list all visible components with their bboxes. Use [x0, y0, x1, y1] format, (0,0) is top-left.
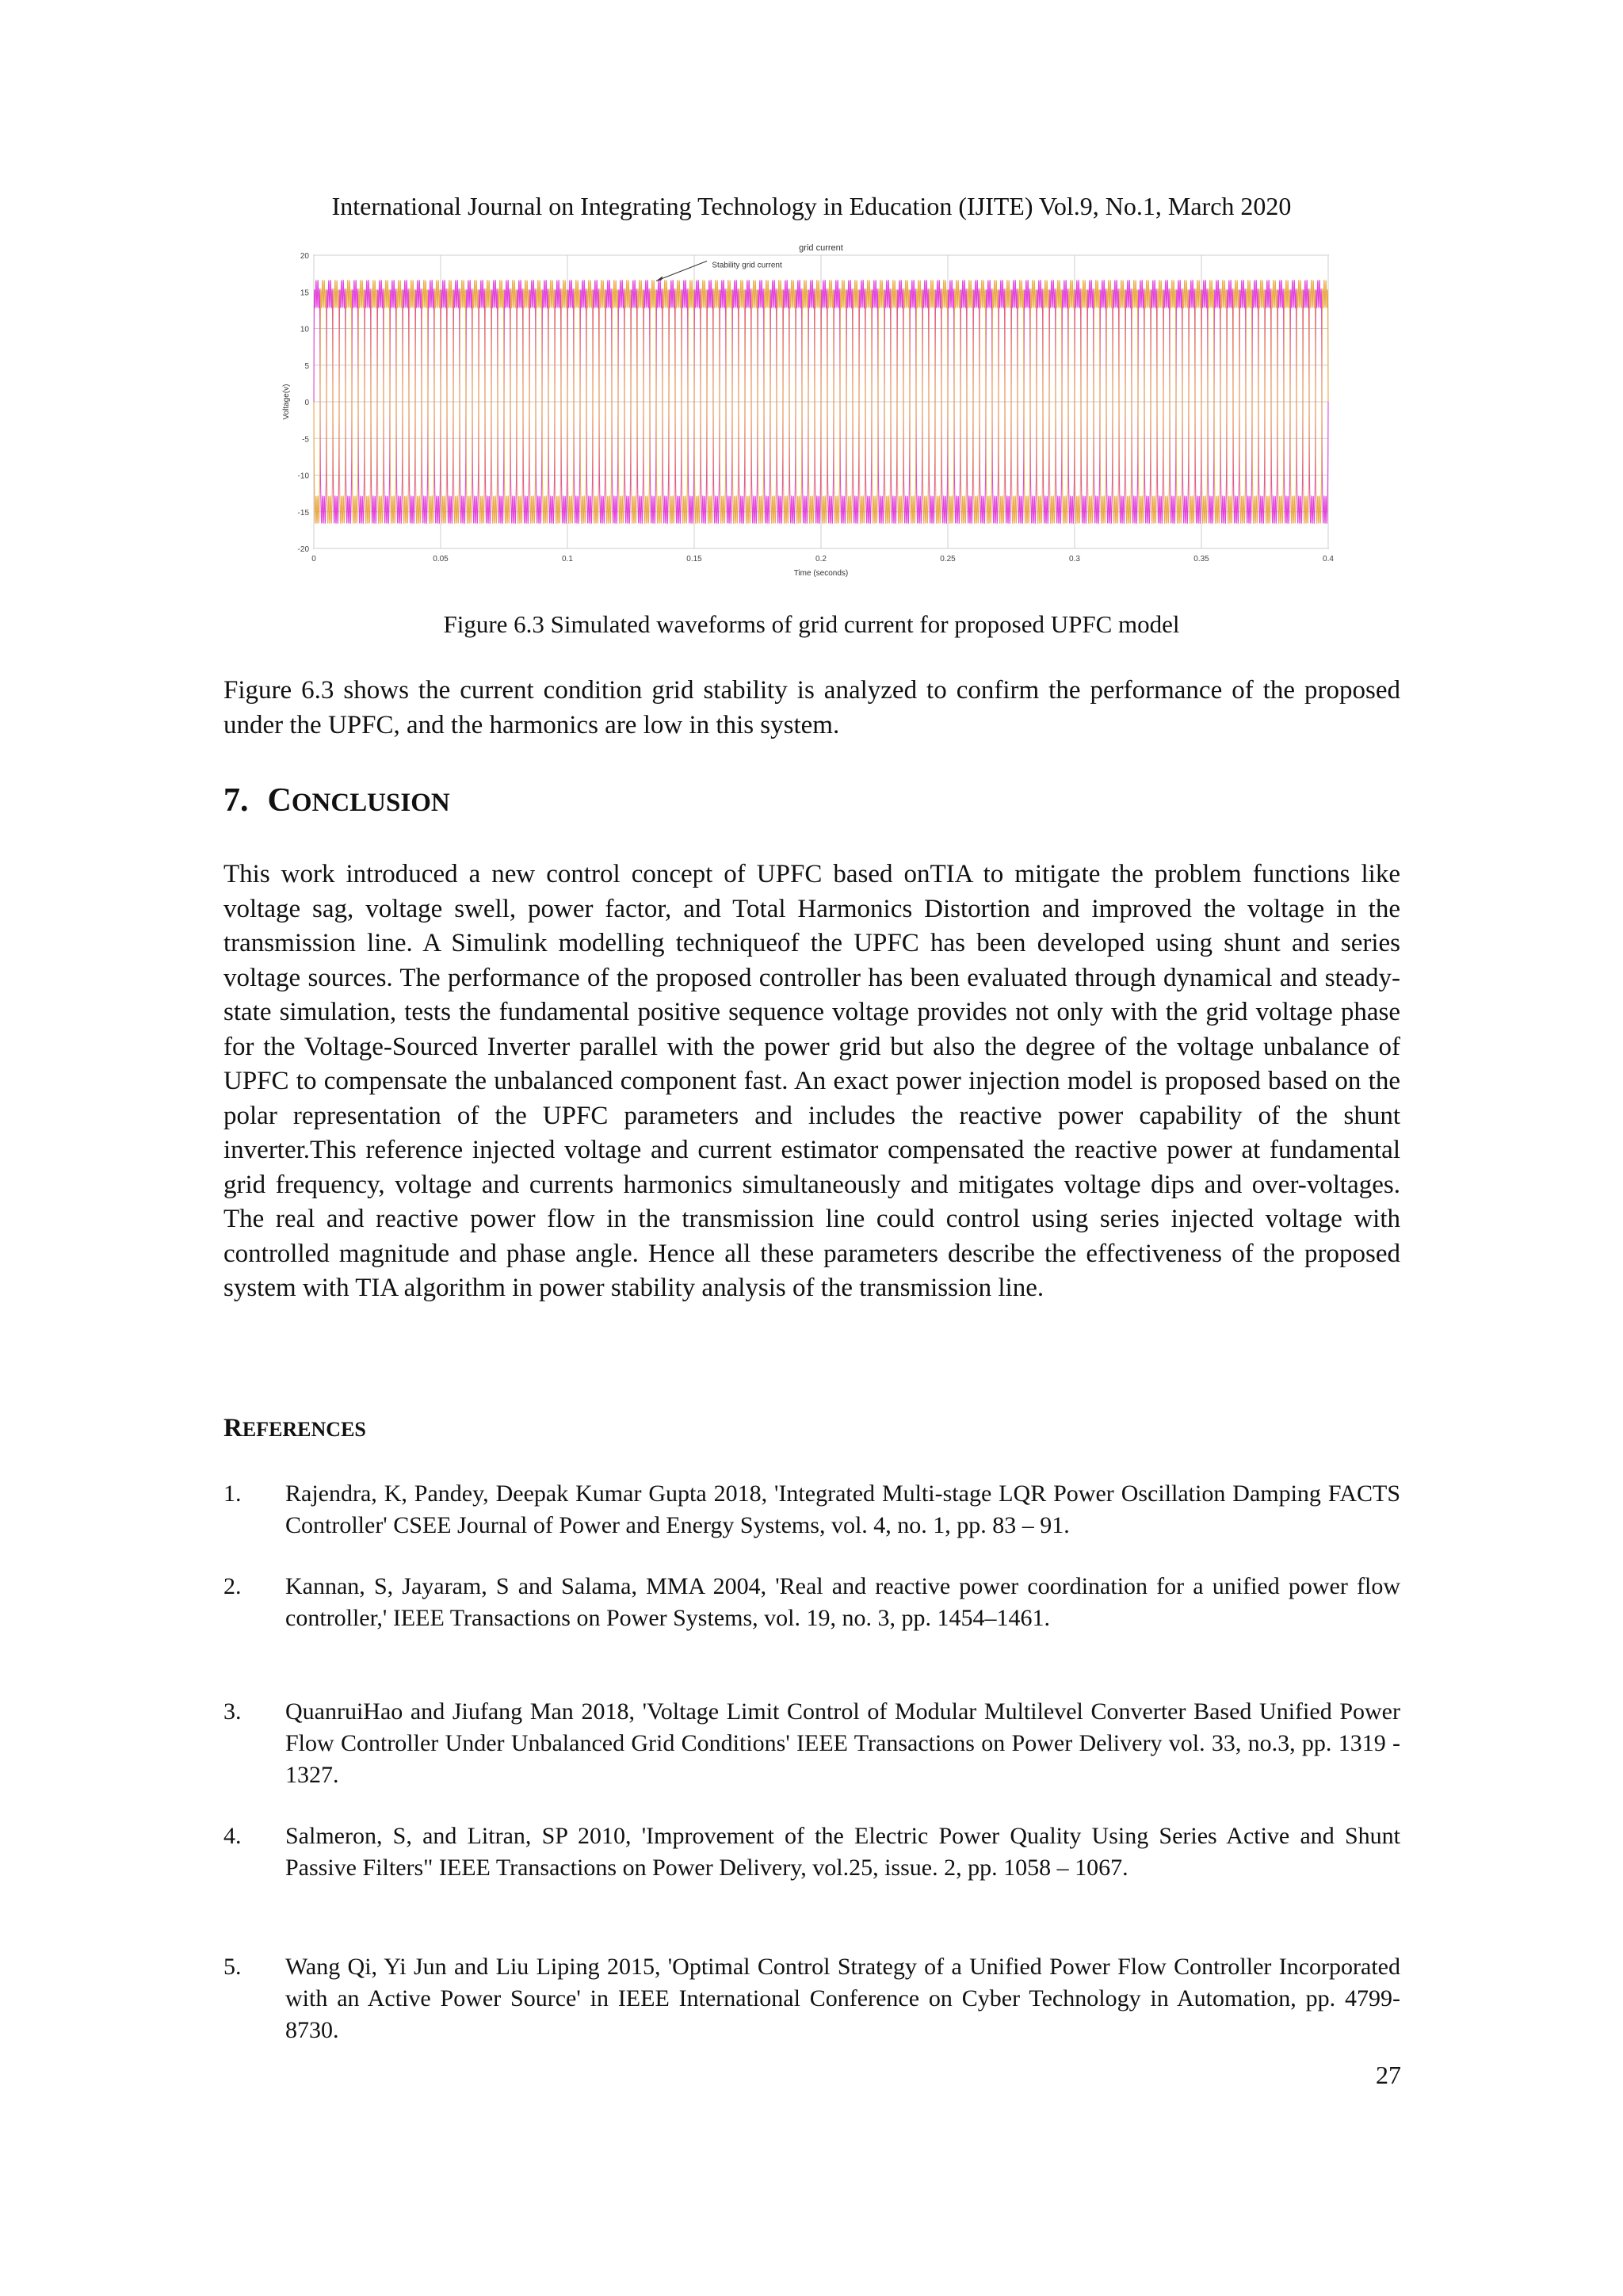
- reference-number: 3.: [223, 1698, 242, 1725]
- y-tick-label: -10: [297, 472, 309, 481]
- section-number: 7.: [223, 782, 249, 819]
- section-heading-conclusion: [223, 781, 450, 823]
- reference-text: Wang Qi, Yi Jun and Liu Liping 2015, 'Optimal Control Strategy of a Unified Power Flow Controller Incorporated with an Active Power Source' in IEEE International Conference on Cyber Technology in Automation, pp. 4799-8730.: [285, 1954, 1400, 2043]
- y-tick-label: -5: [302, 435, 309, 445]
- x-tick-label: 0.1: [562, 555, 573, 563]
- figure-caption: Figure 6.3 Simulated waveforms of grid current for proposed UPFC model: [443, 610, 1180, 638]
- section-title-initial: C: [267, 782, 292, 819]
- y-tick-label: 10: [300, 325, 309, 334]
- page-number: 27: [1376, 2061, 1401, 2089]
- reference-text: Kannan, S, Jayaram, S and Salama, MMA 2004, 'Real and reactive power coordination for a unified power flow controller,' IEEE Transactions on Power Systems, vol. 19, no. 3, pp. 1454–1461.: [285, 1573, 1400, 1631]
- reference-item: [223, 1571, 1400, 1634]
- y-tick-label: 5: [304, 361, 309, 371]
- reference-number: 5.: [223, 1954, 242, 1980]
- reference-item: [223, 1478, 1400, 1541]
- y-tick-label: -15: [297, 508, 309, 518]
- x-tick-label: 0.2: [815, 555, 827, 563]
- reference-text: Salmeron, S, and Litran, SP 2010, 'Improvement of the Electric Power Quality Using Series Active and Shunt Passive Filters" IEEE Transactions on Power Delivery, vol.25, issue. 2, pp. 1058 – 1067.: [285, 1823, 1400, 1881]
- reference-item: [223, 1820, 1400, 1884]
- reference-text: QuanruiHao and Jiufang Man 2018, 'Voltage Limit Control of Modular Multilevel Converter Based Unified Power Flow Controller Under Unbalanced Grid Conditions' IEEE Transactions on Power Delivery vol. 33, no.3, pp. 1319 - 1327.: [285, 1698, 1400, 1788]
- figure-discussion-paragraph: [223, 674, 1400, 743]
- figure-discussion-text: Figure 6.3 shows the current condition grid stability is analyzed to confirm the performance of the proposed under the UPFC, and the harmonics are low in this system.: [223, 676, 1400, 739]
- references-title-rest: EFERENCES: [242, 1418, 366, 1441]
- section-title-rest: ONCLUSION: [291, 789, 450, 817]
- conclusion-text: This work introduced a new control concept of UPFC based onTIA to mitigate the problem functions like voltage sag, voltage swell, power factor, and Total Harmonics Distortion and improved the voltage in the transmission line. A Simulink modelling techniqueof the UPFC has been developed using shunt and series voltage sources. The performance of the proposed controller has been evaluated through dynamical and steady-state simulation, tests the fundamental positive sequence voltage provides not only with the grid voltage phase for the Voltage-Sourced Inverter parallel with the power grid but also the degree of the voltage unbalance of UPFC to compensate the unbalanced component fast. An exact power injection model is proposed based on the polar representation of the UPFC parameters and includes the reactive power capability of the shunt inverter.This reference injected voltage and current estimator compensated the reactive power at fundamental grid frequency, voltage and currents harmonics simultaneously and mitigates voltage dips and over-voltages. The real and reactive power flow in the transmission line could control using series injected voltage with controlled magnitude and phase angle. Hence all these parameters describe the effectiveness of the proposed system with TIA algorithm in power stability analysis of the transmission line.: [223, 860, 1400, 1302]
- references-title-initial: R: [223, 1414, 242, 1442]
- reference-number: 4.: [223, 1823, 242, 1849]
- reference-number: 2.: [223, 1573, 242, 1599]
- x-tick-label: 0.15: [686, 555, 702, 563]
- y-tick-label: 0: [304, 399, 309, 407]
- x-tick-label: 0: [311, 555, 316, 563]
- y-tick-label: 15: [300, 288, 309, 298]
- y-axis-label: Voltage(v): [282, 384, 291, 420]
- grid-current-chart: [277, 238, 1339, 579]
- annotation-label: Stability grid current: [712, 261, 782, 270]
- reference-item: [223, 1696, 1400, 1791]
- x-tick-label: 0.35: [1193, 555, 1209, 563]
- header-text: International Journal on Integrating Technology in Education (IJITE) Vol.9, No.1, March 2020: [331, 192, 1292, 220]
- chart-title: grid current: [799, 243, 843, 253]
- running-header: [0, 190, 1623, 222]
- x-tick-label: 0.4: [1323, 555, 1334, 563]
- x-axis-label: Time (seconds): [793, 569, 849, 578]
- reference-number: 1.: [223, 1480, 242, 1507]
- conclusion-paragraph: [223, 858, 1400, 1306]
- y-tick-label: 20: [300, 252, 309, 261]
- x-tick-label: 0.3: [1069, 555, 1080, 563]
- x-tick-label: 0.05: [433, 555, 449, 563]
- y-tick-label: -20: [297, 545, 309, 554]
- reference-text: Rajendra, K, Pandey, Deepak Kumar Gupta 2018, 'Integrated Multi-stage LQR Power Oscillation Damping FACTS Controller' CSEE Journal of Power and Energy Systems, vol. 4, no. 1, pp. 83 – 91.: [285, 1480, 1400, 1538]
- x-tick-label: 0.25: [940, 555, 956, 563]
- references-heading: [223, 1412, 366, 1446]
- reference-item: [223, 1951, 1400, 2046]
